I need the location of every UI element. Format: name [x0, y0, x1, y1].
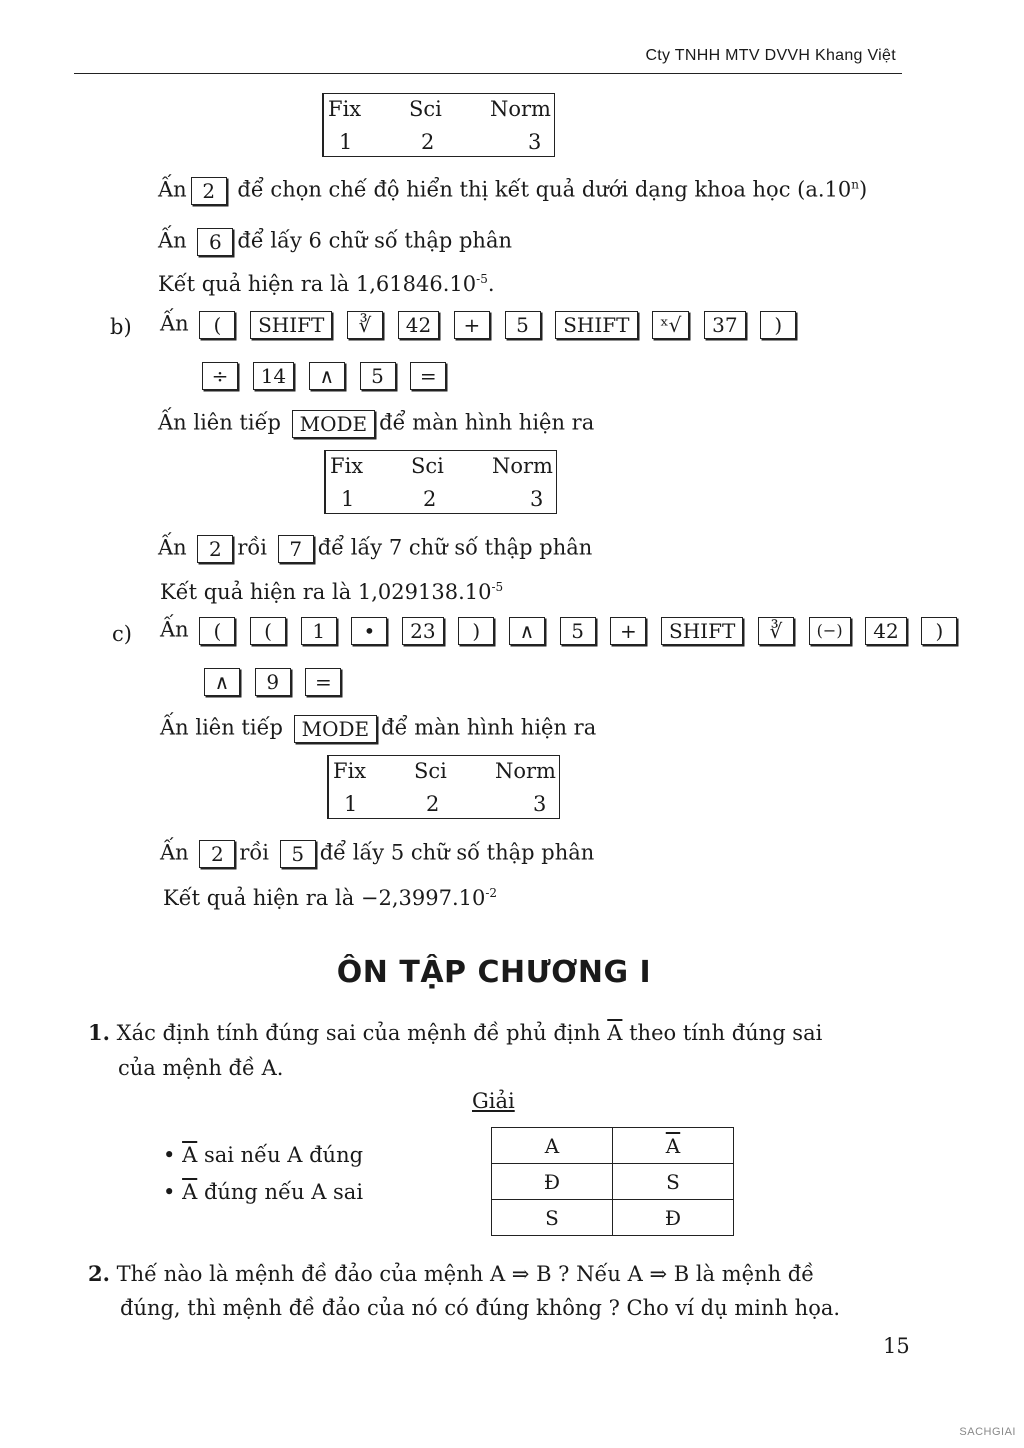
select-text: để lấy 5 chữ số thập phân [319, 840, 595, 865]
part-b-mode-line [158, 410, 594, 438]
key-5: 5 [280, 840, 316, 868]
table-cell: S [613, 1164, 734, 1200]
mode-value-1: 1 [339, 130, 353, 154]
select-text: để lấy 7 chữ số thập phân [317, 535, 593, 560]
mode-prefix: Ấn liên tiếp [158, 410, 281, 435]
table-header-row [492, 1128, 734, 1164]
mode-suffix: để màn hình hiện ra [381, 715, 597, 740]
mode-header-fix: Fix [328, 97, 362, 121]
key-plus: + [610, 617, 646, 645]
mode-header-norm: Norm [492, 454, 553, 478]
then-label: rồi [237, 535, 267, 560]
chapter-title: ÔN TẬP CHƯƠNG I [336, 955, 652, 990]
part-b-label: b) [110, 315, 132, 339]
q2-text-line1: Thế nào là mệnh đề đảo của mệnh A ⇒ B ? Nếu A ⇒ B là mệnh đề [116, 1262, 815, 1286]
then-label: rồi [239, 840, 269, 865]
key-open-paren: ( [199, 617, 235, 645]
press-label: Ấn [158, 228, 187, 253]
part-a-line2-text: để lấy 6 chữ số thập phân [237, 228, 512, 253]
result-exponent: -5 [476, 272, 488, 286]
part-b-keys-row2 [198, 362, 450, 390]
part-b-keys-row1 [160, 311, 800, 339]
key-2: 2 [199, 840, 235, 868]
q1-line2: của mệnh đề A. [118, 1056, 284, 1080]
result-period: . [487, 272, 495, 296]
press-label: Ấn [160, 840, 189, 865]
truth-table [491, 1127, 734, 1236]
q2-line2: đúng, thì mệnh đề đảo của nó có đúng không ? Cho ví dụ minh họa. [120, 1296, 841, 1320]
press-label: Ấn [160, 311, 189, 336]
key-power: ∧ [309, 362, 345, 390]
part-c-label: c) [112, 622, 132, 646]
part-c-mode-line [160, 715, 596, 743]
mode-value-2: 2 [426, 792, 440, 816]
table-row [492, 1164, 734, 1200]
q1-line1 [88, 1020, 822, 1045]
q2-number: 2. [88, 1261, 110, 1286]
key-close-paren: ) [458, 617, 494, 645]
key-x-root: ˣ√ [652, 311, 689, 339]
mode-table-3 [327, 755, 560, 819]
table-cell: Đ [613, 1200, 734, 1236]
key-negative: (−) [809, 617, 851, 645]
negation-symbol: $\overline{A}$ [665, 1133, 681, 1158]
key-5: 5 [360, 362, 396, 390]
result-text: Kết quả hiện ra là 1,029138.10 [160, 580, 492, 604]
key-equals: = [305, 668, 341, 696]
solution-label: Giải [472, 1089, 515, 1113]
mode-header-norm: Norm [495, 759, 556, 783]
mode-prefix: Ấn liên tiếp [160, 715, 283, 740]
key-5: 5 [505, 311, 541, 339]
key-shift: SHIFT [661, 617, 743, 645]
q1-bullet-1 [163, 1143, 363, 1167]
part-a-line1-text: để chọn chế độ hiển thị kết quả dưới dạng khoa học (a.10 [237, 177, 852, 202]
part-c-select-line [160, 840, 594, 868]
mode-header-sci: Sci [411, 454, 444, 478]
mode-header-sci: Sci [409, 97, 442, 121]
publisher-header: Cty TNHH MTV DVVH Khang Việt [645, 47, 896, 64]
watermark-logo: SACHGIAI [959, 1426, 1016, 1438]
part-a-line1 [158, 177, 867, 205]
mode-header-fix: Fix [333, 759, 367, 783]
key-2: 2 [191, 177, 227, 205]
part-a-result [158, 272, 495, 296]
key-14: 14 [253, 362, 294, 390]
key-divide: ÷ [202, 362, 238, 390]
q2-line1 [88, 1261, 814, 1286]
q1-bullet-2 [163, 1180, 363, 1204]
key-open-paren: ( [199, 311, 235, 339]
q1-number: 1. [88, 1020, 110, 1045]
result-exponent: -5 [491, 580, 504, 594]
key-5: 5 [560, 617, 596, 645]
result-text: Kết quả hiện ra là 1,61846.10 [158, 272, 477, 296]
key-1: 1 [301, 617, 337, 645]
table-cell: Đ [492, 1164, 613, 1200]
bullet-text: sai nếu A đúng [203, 1143, 364, 1167]
bullet-dot: • [163, 1180, 176, 1204]
negation-symbol: $\overline{A}$ [607, 1021, 623, 1045]
table-row [492, 1200, 734, 1236]
negation-symbol: $\overline{A}$ [182, 1143, 198, 1167]
key-2: 2 [197, 535, 233, 563]
mode-value-1: 1 [344, 792, 358, 816]
mode-value-1: 1 [341, 487, 355, 511]
key-power: ∧ [204, 668, 240, 696]
key-7: 7 [278, 535, 314, 563]
key-shift: SHIFT [250, 311, 332, 339]
key-cube-root: ∛ [758, 617, 794, 645]
part-a-line2 [158, 228, 512, 256]
key-mode: MODE [292, 410, 376, 438]
mode-value-3: 3 [528, 130, 542, 154]
table-header-a: A [492, 1128, 613, 1164]
exponent: n [851, 177, 859, 192]
key-6: 6 [197, 228, 233, 256]
part-c-result [163, 886, 497, 910]
result-text: Kết quả hiện ra là −2,3997.10 [163, 886, 486, 910]
key-shift: SHIFT [555, 311, 637, 339]
result-exponent: -2 [485, 886, 498, 900]
mode-value-2: 2 [421, 130, 435, 154]
mode-header-fix: Fix [330, 454, 364, 478]
paren-close: ) [859, 177, 868, 202]
press-label: Ấn [160, 617, 189, 642]
mode-value-2: 2 [423, 487, 437, 511]
negation-symbol: $\overline{A}$ [182, 1180, 198, 1204]
key-open-paren: ( [250, 617, 286, 645]
press-label: Ấn [158, 535, 187, 560]
key-42: 42 [865, 617, 906, 645]
table-header-not-a [613, 1128, 734, 1164]
key-23: 23 [402, 617, 443, 645]
part-c-keys-row1 [160, 617, 961, 645]
page-number: 15 [883, 1334, 910, 1358]
mode-suffix: để màn hình hiện ra [379, 410, 595, 435]
key-9: 9 [255, 668, 291, 696]
key-42: 42 [398, 311, 439, 339]
part-c-keys-row2 [200, 668, 345, 696]
mode-value-3: 3 [530, 487, 544, 511]
bullet-dot: • [163, 1143, 176, 1167]
header-rule [74, 73, 902, 74]
key-power: ∧ [509, 617, 545, 645]
key-decimal: • [351, 617, 387, 645]
key-plus: + [454, 311, 490, 339]
key-cube-root: ∛ [347, 311, 383, 339]
q1-text-part1: Xác định tính đúng sai của mệnh đề phủ định [116, 1021, 601, 1045]
key-close-paren: ) [760, 311, 796, 339]
mode-header-norm: Norm [490, 97, 551, 121]
q1-text-part2: theo tính đúng sai [629, 1021, 823, 1045]
bullet-text: đúng nếu A sai [203, 1180, 364, 1204]
mode-table-1 [322, 93, 555, 157]
press-label: Ấn [158, 177, 187, 202]
key-mode: MODE [294, 715, 378, 743]
part-b-select-line [158, 535, 592, 563]
part-b-result [160, 580, 503, 604]
mode-table-2 [324, 450, 557, 514]
key-37: 37 [704, 311, 745, 339]
key-equals: = [410, 362, 446, 390]
mode-value-3: 3 [533, 792, 547, 816]
mode-header-sci: Sci [414, 759, 447, 783]
key-close-paren: ) [921, 617, 957, 645]
table-cell: S [492, 1200, 613, 1236]
